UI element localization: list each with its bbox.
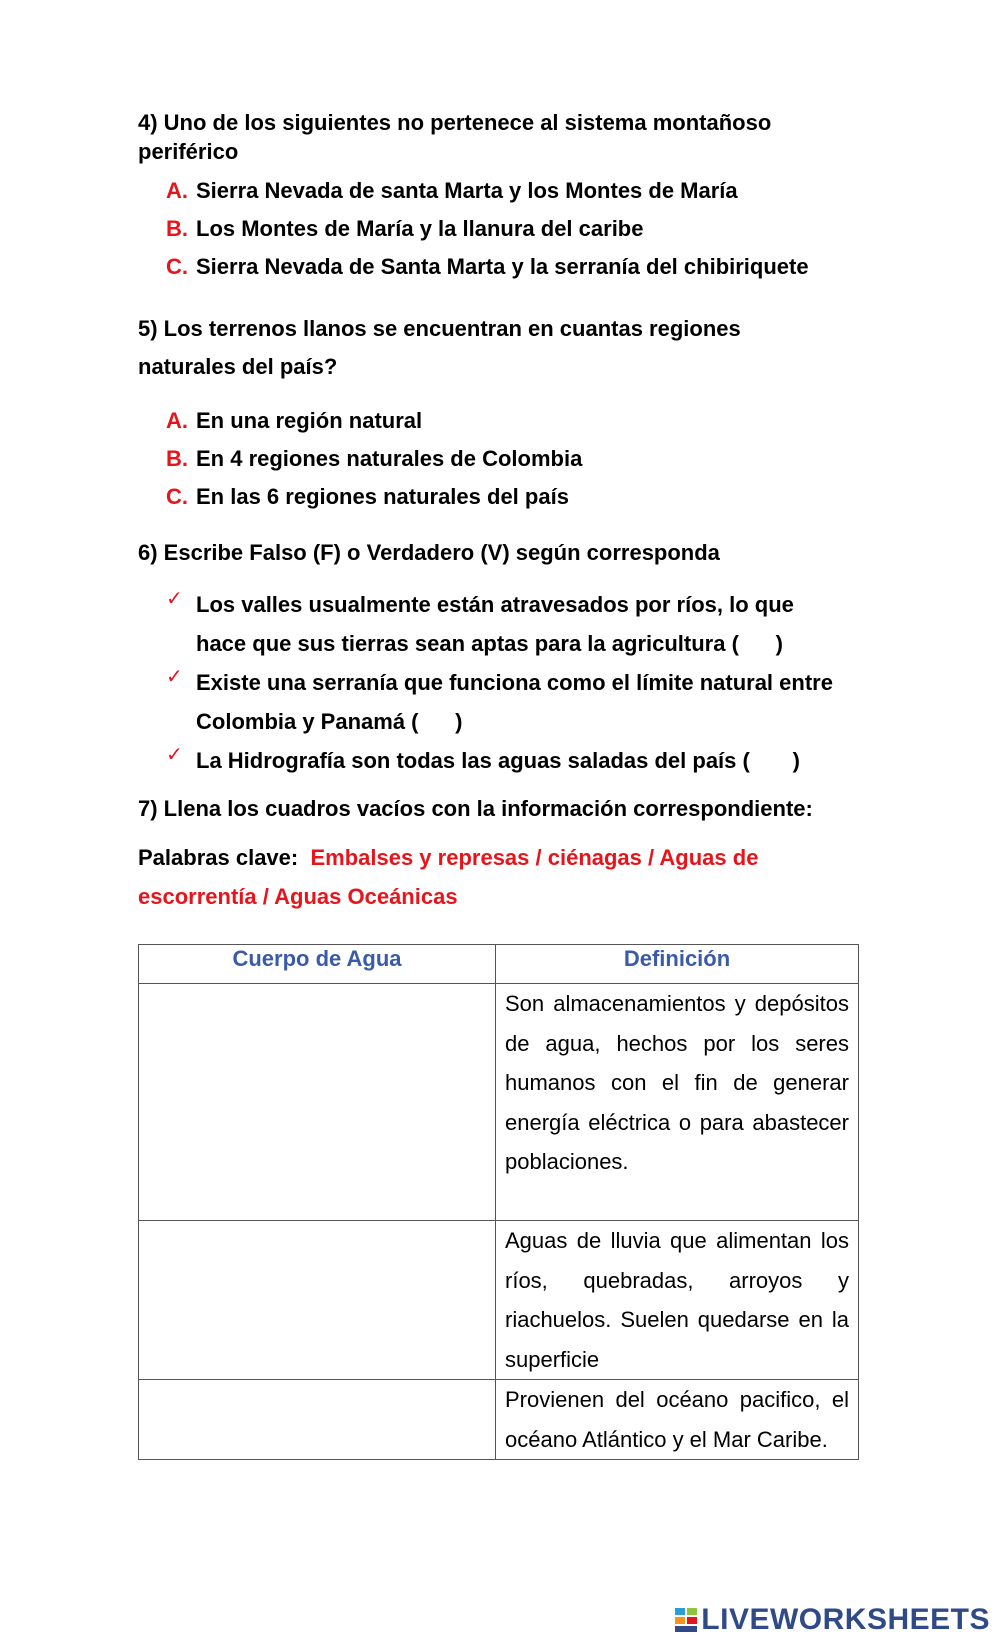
check-icon: ✓ [166, 588, 183, 610]
table-row [139, 1221, 859, 1380]
q4-option-b[interactable] [166, 214, 886, 243]
check-icon: ✓ [166, 666, 183, 688]
q7-keywords [138, 838, 858, 916]
option-letter: A. [166, 178, 188, 203]
definition-cell-2: Aguas de lluvia que alimentan los ríos, quebradas, arroyos y riachuelos. Suelen quedarse en la superficie [496, 1221, 859, 1380]
liveworksheets-logo-icon [675, 1606, 697, 1630]
table-header-row [139, 945, 859, 984]
option-text: Sierra Nevada de Santa Marta y la serranía del chibiriquete [196, 254, 809, 279]
keywords-label: Palabras clave: [138, 845, 299, 870]
q6-item-2 [166, 663, 866, 741]
q4-line-1: 4) Uno de los siguientes no pertenece al sistema montañoso [138, 110, 772, 135]
q5-option-c[interactable] [166, 482, 886, 511]
answer-cell-2[interactable] [139, 1221, 496, 1380]
q5-line-2: naturales del país? [138, 354, 338, 379]
check-icon: ✓ [166, 744, 183, 766]
q5-option-b[interactable] [166, 444, 886, 473]
table-row [139, 984, 859, 1221]
table-row [139, 1380, 859, 1460]
q6-item-1-line-2[interactable]: hace que sus tierras sean aptas para la agricultura ( ) [196, 631, 783, 656]
q6-item-1-line-1: Los valles usualmente están atravesados por ríos, lo que [196, 592, 794, 617]
option-text: En 4 regiones naturales de Colombia [196, 446, 583, 471]
q5-option-a[interactable] [166, 406, 886, 435]
option-letter: B. [166, 446, 188, 471]
liveworksheets-logo[interactable] [675, 1603, 990, 1637]
option-letter: C. [166, 484, 188, 509]
q6-title: 6) Escribe Falso (F) o Verdadero (V) según corresponda [138, 540, 720, 565]
q5-question [138, 310, 858, 386]
water-bodies-table [138, 944, 859, 1460]
option-text: En una región natural [196, 408, 423, 433]
option-letter: C. [166, 254, 188, 279]
q7-title: 7) Llena los cuadros vacíos con la información correspondiente: [138, 796, 813, 821]
option-letter: B. [166, 216, 188, 241]
q4-option-a[interactable] [166, 176, 886, 205]
q6-item-2-line-1: Existe una serranía que funciona como el límite natural entre [196, 670, 833, 695]
option-letter: A. [166, 408, 188, 433]
header-cuerpo-de-agua: Cuerpo de Agua [139, 945, 496, 984]
q6-item-3 [166, 741, 866, 780]
option-text: En las 6 regiones naturales del país [196, 484, 569, 509]
brand-text: LIVEWORKSHEETS [701, 1603, 990, 1636]
option-text: Los Montes de María y la llanura del caribe [196, 216, 644, 241]
definition-cell-1: Son almacenamientos y depósitos de agua, hechos por los seres humanos con el fin de generar energía eléctrica o para abastecer poblaciones. [496, 984, 859, 1221]
q4-line-2: periférico [138, 139, 239, 164]
keywords-line-2: escorrentía / Aguas Oceánicas [138, 884, 458, 909]
answer-cell-3[interactable] [139, 1380, 496, 1460]
q6-item-1 [166, 585, 866, 663]
q5-line-1: 5) Los terrenos llanos se encuentran en cuantas regiones [138, 316, 741, 341]
q6-item-3-line-1[interactable]: La Hidrografía son todas las aguas saladas del país ( ) [196, 748, 800, 773]
definition-cell-3: Provienen del océano pacifico, el océano Atlántico y el Mar Caribe. [496, 1380, 859, 1460]
q4-option-c[interactable] [166, 252, 886, 281]
answer-cell-1[interactable] [139, 984, 496, 1221]
option-text: Sierra Nevada de santa Marta y los Montes de María [196, 178, 738, 203]
keywords-line-1: Embalses y represas / ciénagas / Aguas de [310, 845, 759, 870]
q4-question [138, 108, 858, 166]
header-definicion: Definición [496, 945, 859, 984]
q6-item-2-line-2[interactable]: Colombia y Panamá ( ) [196, 709, 463, 734]
